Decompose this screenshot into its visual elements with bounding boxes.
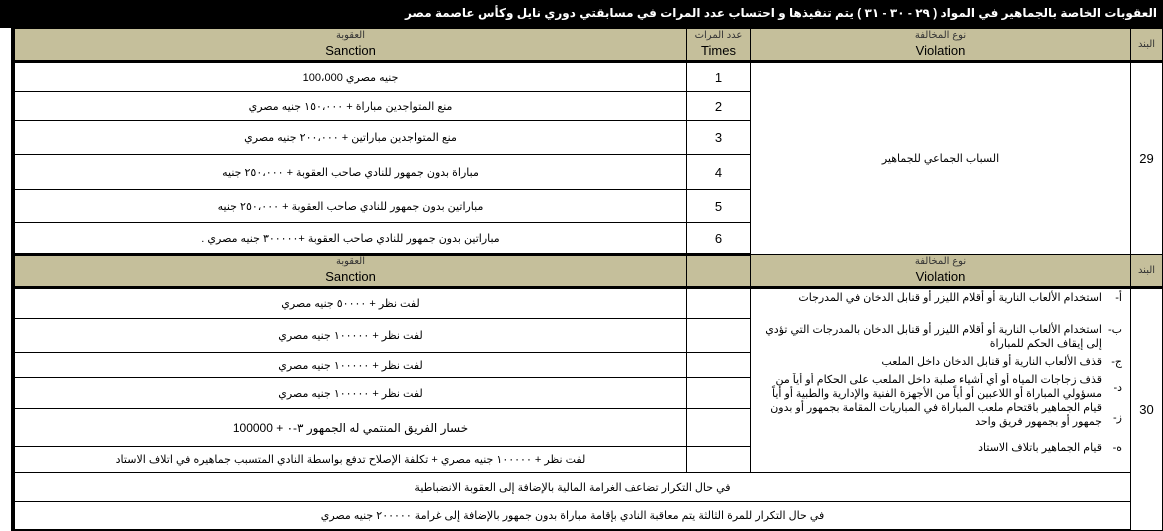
- times-cell: 1: [687, 62, 751, 92]
- times-cell: 4: [687, 155, 751, 190]
- header-times: عدد المرات Times: [687, 29, 751, 62]
- violation-cell: السباب الجماعي للجماهير: [751, 62, 1131, 255]
- sanction-cell: لفت نظر + ٥٠٠٠٠ جنيه مصري: [15, 288, 687, 319]
- violation-list: [751, 291, 1130, 455]
- sanctions-sheet: [11, 28, 1163, 531]
- header-times-empty: [687, 255, 751, 288]
- sanction-cell: خسار الفريق المنتمي له الجمهور ٣-٠ + 100000: [15, 409, 687, 447]
- times-cell: [687, 378, 751, 409]
- table-header-30: [15, 255, 1163, 288]
- times-cell: 2: [687, 92, 751, 121]
- header-article: البند: [1131, 29, 1163, 62]
- violation-item: ز- قيام الجماهير باقتحام ملعب المباراة في المباريات المقامة بجمهور أو بدون جمهور أو بجمهور فريق واحد: [770, 402, 1122, 428]
- times-cell: 3: [687, 121, 751, 155]
- sanction-cell: منع المتواجدين مباراتين + ٢٠٠،٠٠٠ جنيه مصري: [15, 121, 687, 155]
- times-cell: [687, 447, 751, 473]
- sanction-cell: منع المتواجدين مباراة + ١٥٠،٠٠٠ جنيه مصري: [15, 92, 687, 121]
- header-article: البند: [1131, 255, 1163, 288]
- sanction-cell: لفت نظر + ١٠٠٠٠٠ جنيه مصري: [15, 319, 687, 353]
- times-cell: [687, 288, 751, 319]
- header-violation: نوع المخالفة Violation: [751, 29, 1131, 62]
- repeat-note-row: [15, 473, 1163, 502]
- repeat-note: في حال التكرار للمرة الثالثة يتم معاقبة النادي بإقامة مباراة بدون جمهور بالإضافة إلى غرامة ٢٠٠٠٠٠ جنيه مصري: [15, 502, 1131, 531]
- header-sanction: العقوبة Sanction: [15, 29, 687, 62]
- violation-list-cell: [751, 288, 1131, 473]
- sanction-cell: جنيه مصري 100،000: [15, 62, 687, 92]
- article-number: 30: [1131, 288, 1163, 531]
- sanctions-table: [14, 28, 1163, 531]
- header-sanction: العقوبة Sanction: [15, 255, 687, 288]
- article-number: 29: [1131, 62, 1163, 255]
- sanction-cell: مباراة بدون جمهور للنادي صاحب العقوبة + ٢٥٠،٠٠٠ جنيه: [15, 155, 687, 190]
- times-cell: 6: [687, 223, 751, 255]
- violation-item: أ- استخدام الألعاب النارية أو أقلام الليزر أو قنابل الدخان في المدرجات: [798, 292, 1122, 304]
- sanction-cell: لفت نظر + ١٠٠٠٠٠ جنيه مصري: [15, 378, 687, 409]
- times-cell: [687, 353, 751, 378]
- sanction-cell: مباراتين بدون جمهور للنادي صاحب العقوبة + ٢٥٠،٠٠٠ جنيه: [15, 190, 687, 223]
- sanction-cell: لفت نظر + ١٠٠٠٠٠ جنيه مصري + تكلفة الإصلاح تدفع بواسطة النادي المتسبب جماهيره في اتلاف الاستاد: [15, 447, 687, 473]
- violation-item: ه- قيام الجماهير باتلاف الاستاد: [978, 442, 1122, 454]
- violation-item: ج- قذف الألعاب النارية أو قنابل الدخان داخل الملعب: [881, 356, 1122, 368]
- table-row: [15, 288, 1163, 319]
- times-cell: [687, 319, 751, 353]
- violation-item: د- قذف زجاجات المياه أو أي أشياء صلبة داخل الملعب على الحكام أو أياً من مسؤولي المباراة أو اللاعبين أو أياً من الأجهزة الفنية والإدارية والطبية أو أياً: [771, 374, 1122, 400]
- violation-item: ب- استخدام الألعاب النارية أو أقلام الليزر أو قنابل الدخان بالمدرجات التي تؤدي إلى إيقاف الحكم للمباراة: [765, 324, 1122, 350]
- repeat-note-row: [15, 502, 1163, 531]
- document-title: العقوبات الخاصة بالجماهير في المواد ( ٢٩ - ٣٠ - ٣١ ) يتم تنفيذها و احتساب عدد المرات في مسابقتي دوري نايل وكأس عاصمة مصر: [0, 0, 1163, 28]
- table-row: [15, 62, 1163, 92]
- table-header-29: [15, 29, 1163, 62]
- sanction-cell: لفت نظر + ١٠٠٠٠٠ جنيه مصري: [15, 353, 687, 378]
- header-violation: نوع المخالفة Violation: [751, 255, 1131, 288]
- sanction-cell: مباراتين بدون جمهور للنادي صاحب العقوبة +٣٠٠٠٠٠ جنيه مصري .: [15, 223, 687, 255]
- times-cell: 5: [687, 190, 751, 223]
- repeat-note: في حال التكرار تضاعف الغرامة المالية بالإضافة إلى العقوبة الانضباطية: [15, 473, 1131, 502]
- times-cell: [687, 409, 751, 447]
